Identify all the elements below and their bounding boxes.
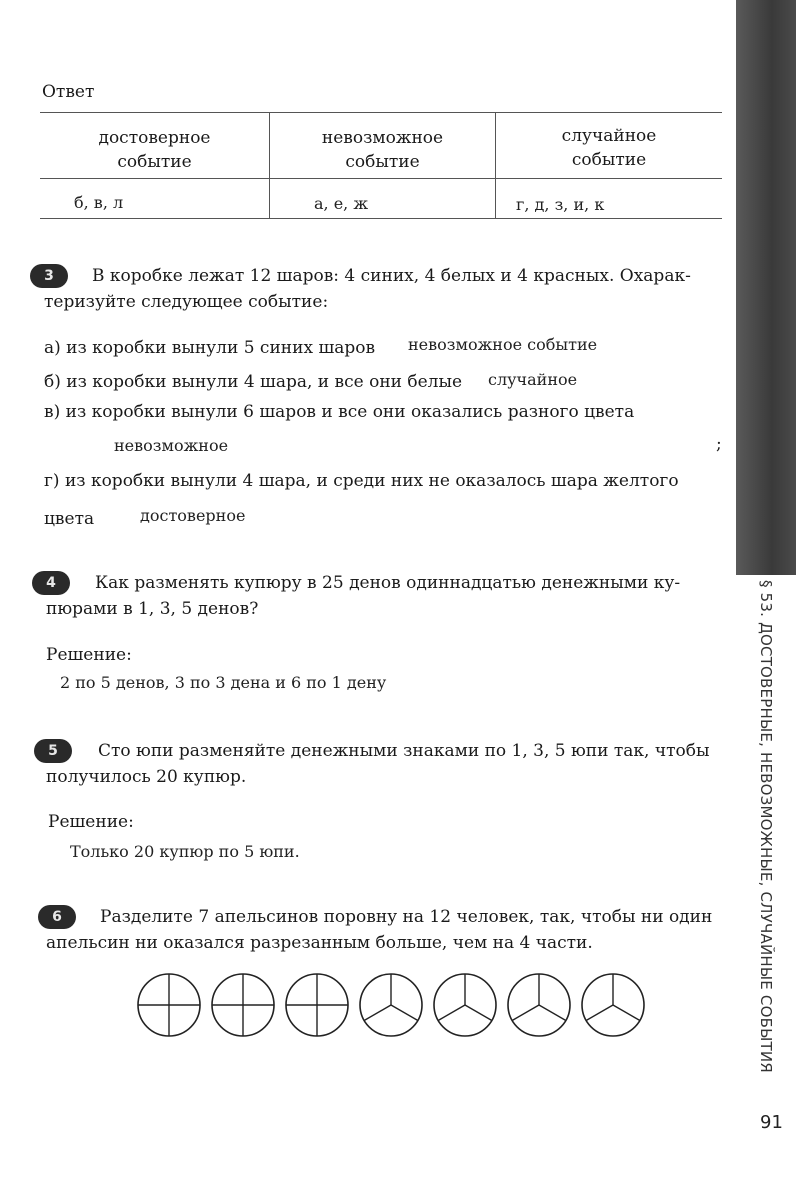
orange-circle-4 xyxy=(360,974,422,1036)
task-6-badge: 6 xyxy=(38,905,76,929)
task-3-answer-c: невозможное xyxy=(114,436,229,455)
task-3-answer-a: невозможное событие xyxy=(408,335,598,354)
task-4-solution: 2 по 5 денов, 3 по 3 дена и 6 по 1 дену xyxy=(60,673,387,692)
table-bottom-rule xyxy=(40,218,722,219)
orange-circle-3 xyxy=(286,974,348,1036)
task-3-text-line2: теризуйте следующее событие: xyxy=(44,292,329,312)
task-5-text-line2: получилось 20 купюр. xyxy=(46,767,247,787)
oranges-diagram xyxy=(120,965,660,1045)
chapter-sidebar-bar xyxy=(736,0,796,575)
table-value-random: г, д, з, и, к xyxy=(516,195,605,214)
task-3-item-d-cont: цвета xyxy=(44,509,95,529)
orange-cut-line xyxy=(586,1005,613,1021)
task-3-item-c: в) из коробки вынули 6 шаров и все они оказались разного цвета xyxy=(44,402,635,422)
orange-cut-line xyxy=(364,1005,391,1021)
task-6-text-line1: Разделите 7 апельсинов поровну на 12 человек, так, чтобы ни один xyxy=(100,907,713,927)
task-4-solution-label: Решение: xyxy=(46,645,132,665)
orange-cut-line xyxy=(391,1005,418,1021)
task-5-text-line1: Сто юпи разменяйте денежными знаками по 1, 3, 5 юпи так, чтобы xyxy=(98,741,710,761)
table-header-3-line1: случайное xyxy=(561,126,657,146)
task-3-text-line1: В коробке лежат 12 шаров: 4 синих, 4 белых и 4 красных. Охарак- xyxy=(92,266,691,286)
page-number: 91 xyxy=(760,1112,783,1133)
table-value-certain: б, в, л xyxy=(74,193,124,212)
table-header-3-line2: событие xyxy=(571,150,647,170)
chapter-sidebar-title: § 53. ДОСТОВЕРНЫЕ, НЕВОЗМОЖНЫЕ, СЛУЧАЙНЫЕ СОБЫТИЯ xyxy=(757,580,775,1073)
table-header-1-line2: событие xyxy=(117,152,192,172)
task-3-item-c-end: ; xyxy=(716,434,722,454)
orange-circle-2 xyxy=(212,974,274,1036)
orange-circle-1 xyxy=(138,974,200,1036)
orange-cut-line xyxy=(512,1005,539,1021)
orange-circle-5 xyxy=(434,974,496,1036)
orange-circle-6 xyxy=(508,974,570,1036)
task-3-badge: 3 xyxy=(30,264,68,288)
table-mid-rule xyxy=(40,178,722,179)
orange-cut-line xyxy=(465,1005,492,1021)
task-3-item-d: г) из коробки вынули 4 шара, и среди них не оказалось шара желтого xyxy=(44,471,679,491)
orange-cut-line xyxy=(438,1005,465,1021)
table-header-2-line1: невозможное xyxy=(321,128,444,148)
orange-cut-line xyxy=(613,1005,640,1021)
task-5-solution: Только 20 купюр по 5 юпи. xyxy=(70,842,300,861)
task-3-answer-d: достоверное xyxy=(140,506,246,525)
orange-cut-line xyxy=(539,1005,566,1021)
task-5-badge: 5 xyxy=(34,739,72,763)
task-3-answer-b: случайное xyxy=(488,370,578,389)
orange-circle-7 xyxy=(582,974,644,1036)
answer-label: Ответ xyxy=(42,82,95,102)
table-header-2-line2: событие xyxy=(345,152,420,172)
task-3-item-b: б) из коробки вынули 4 шара, и все они белые xyxy=(44,372,463,392)
task-5-solution-label: Решение: xyxy=(48,812,134,832)
task-4-text-line2: пюрами в 1, 3, 5 денов? xyxy=(46,599,259,619)
task-4-badge: 4 xyxy=(32,571,70,595)
table-top-rule xyxy=(40,112,722,113)
task-4-text-line1: Как разменять купюру в 25 денов одиннадцатью денежными ку- xyxy=(95,573,681,593)
task-3-item-a: а) из коробки вынули 5 синих шаров xyxy=(44,338,376,358)
task-6-text-line2: апельсин ни оказался разрезанным больше, чем на 4 части. xyxy=(46,933,593,953)
table-value-impossible: а, е, ж xyxy=(314,194,369,213)
table-header-1-line1: достоверное xyxy=(98,128,211,148)
